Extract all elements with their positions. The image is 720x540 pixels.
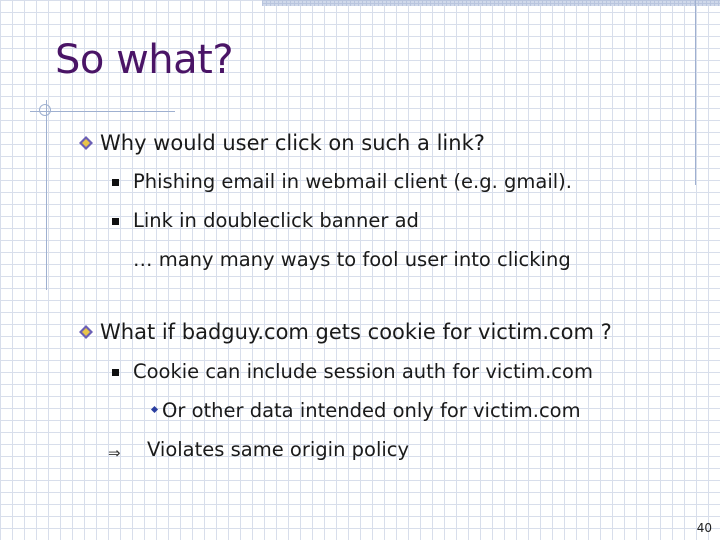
square-bullet-icon bbox=[112, 369, 119, 376]
bullet-text: Cookie can include session auth for victim.com bbox=[133, 360, 593, 383]
bullet-text: Phishing email in webmail client (e.g. gmail). bbox=[133, 170, 572, 193]
bullet-text: Violates same origin policy bbox=[147, 438, 410, 461]
page-number: 40 bbox=[696, 521, 712, 535]
square-bullet-icon bbox=[112, 179, 119, 186]
decorative-header-strip bbox=[262, 0, 720, 6]
square-bullet-icon bbox=[112, 218, 119, 225]
bullet-text: Why would user click on such a link? bbox=[100, 131, 485, 155]
bullet-text: Link in doubleclick banner ad bbox=[133, 209, 419, 232]
diamond-bullet-icon bbox=[79, 136, 93, 150]
slide-title: So what? bbox=[55, 37, 234, 83]
decorative-horizontal-line bbox=[30, 111, 175, 112]
bullet-text: What if badguy.com gets cookie for victim.com ? bbox=[100, 320, 612, 344]
decorative-vertical-line bbox=[695, 0, 696, 185]
small-diamond-bullet-icon bbox=[151, 406, 158, 413]
decorative-vertical-line bbox=[46, 100, 47, 290]
bullet-text: … many many ways to fool user into clicking bbox=[133, 248, 571, 271]
decorative-crosshair-icon bbox=[39, 104, 51, 116]
bullet-text: Or other data intended only for victim.com bbox=[162, 399, 581, 422]
diamond-bullet-icon bbox=[79, 325, 93, 339]
implies-arrow-icon: ⇒ bbox=[108, 444, 121, 462]
